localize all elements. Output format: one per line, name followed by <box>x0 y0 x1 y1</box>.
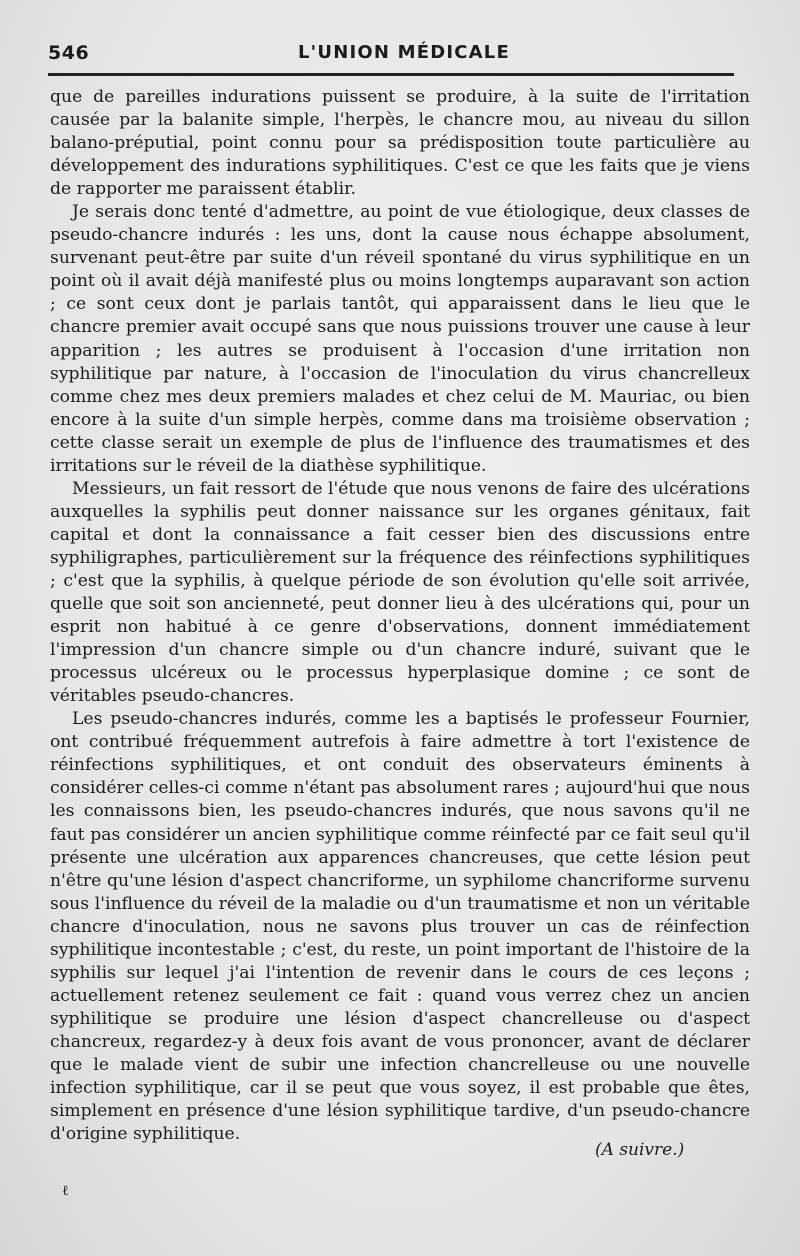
paragraph: Je serais donc tenté d'admettre, au point de vue étiologique, deux classes de pseudo-chancre indurés : les uns, dont la cause nous échappe absolument, survenant peut-être par suite d'un réveil spontané du virus syphilitique en un point où il avait déjà manifesté plus ou moins longtemps auparavant son action ; ce sont ceux dont je parlais tantôt, qui apparaissent dans le lieu que le chancre premier avait occupé sans que nous puissions trouver une cause à leur apparition ; les autres se produisent à l'occasion d'une irritation non syphilitique par nature, à l'occasion de l'inoculation du virus chancrelleux comme chez mes deux premiers malades et chez celui de M. Mauriac, ou bien encore à la suite d'un simple herpès, comme dans ma troisième observation ; cette classe serait un exemple de plus de l'influence des traumatismes et des irritations sur le réveil de la diathèse syphilitique. <box>50 202 750 476</box>
page-number: 546 <box>48 42 90 64</box>
running-head: L'UNION MÉDICALE <box>298 42 510 63</box>
paragraph: Messieurs, un fait ressort de l'étude que nous venons de faire des ulcérations auxquelles la syphilis peut donner naissance sur les organes génitaux, fait capital et dont la connaissance a fait cesser bien des discussions entre syphiligraphes, particulièrement sur la fréquence des réinfections syphilitiques ; c'est que la syphilis, à quelque période de son évolution qu'elle soit arrivée, quelle que soit son ancienneté, peut donner lieu à des ulcérations qui, pour un esprit non habitué à ce genre d'observations, donnent immédiatement l'impression d'un chancre simple ou d'un chancre induré, suivant que le processus ulcéreux ou le processus hyperplasique domine ; ce sont de véritables pseudo-chancres. <box>50 478 750 707</box>
paragraph: Les pseudo-chancres indurés, comme les a baptisés le professeur Fournier, ont contribué fréquemment autrefois à faire admettre à tort l'existence de réinfections syphilitiques, et ont conduit des observateurs éminents à considérer celles-ci comme n'étant pas absolument rares ; aujourd'hui que nous les connaissons bien, les pseudo-chancres indurés, que nous savons qu'il ne faut pas considérer un ancien syphilitique comme réinfecté par ce fait seul qu'il présente une ulcération aux apparences chancreuses, que cette lésion peut n'être qu'une lésion d'aspect chancriforme, un syphilome chancriforme survenu sous l'influence du réveil de la maladie ou d'un traumatisme et non un véritable chancre d'inoculation, nous ne savons plus trouver un cas de réinfection syphilitique incontestable ; c'est, du reste, un point important de l'histoire de la syphilis sur lequel j'ai l'intention de revenir dans le cours de ces leçons ; actuellement retenez seulement ce fait : quand vous verrez chez un ancien syphilitique se produire une lésion d'aspect chancrelleuse ou d'aspect chancreux, regardez-y à deux fois avant de vous prononcer, avant de déclarer que le malade vient de subir une infection chancrelleuse ou une nouvelle infection syphilitique, car il se peut que vous soyez, il est probable que êtes, simplement en présence d'une lésion syphilitique tardive, d'un pseudo-chancre d'origine syphilitique. <box>50 709 750 1145</box>
margin-mark: ℓ <box>62 1183 69 1199</box>
to-be-continued-note: (A suivre.) <box>595 1140 685 1160</box>
paragraph: que de pareilles indurations puissent se produire, à la suite de l'irritation causée par la balanite simple, l'herpès, le chancre mou, au niveau du sillon balano-préputial, point connu pour sa prédisposition toute particulière au développement des indurations syphilitiques. C'est ce que les faits que je viens de rapporter me paraissent établir. <box>50 87 750 200</box>
header-rule <box>48 73 734 76</box>
page-header <box>48 42 738 70</box>
article-body <box>50 86 750 1146</box>
